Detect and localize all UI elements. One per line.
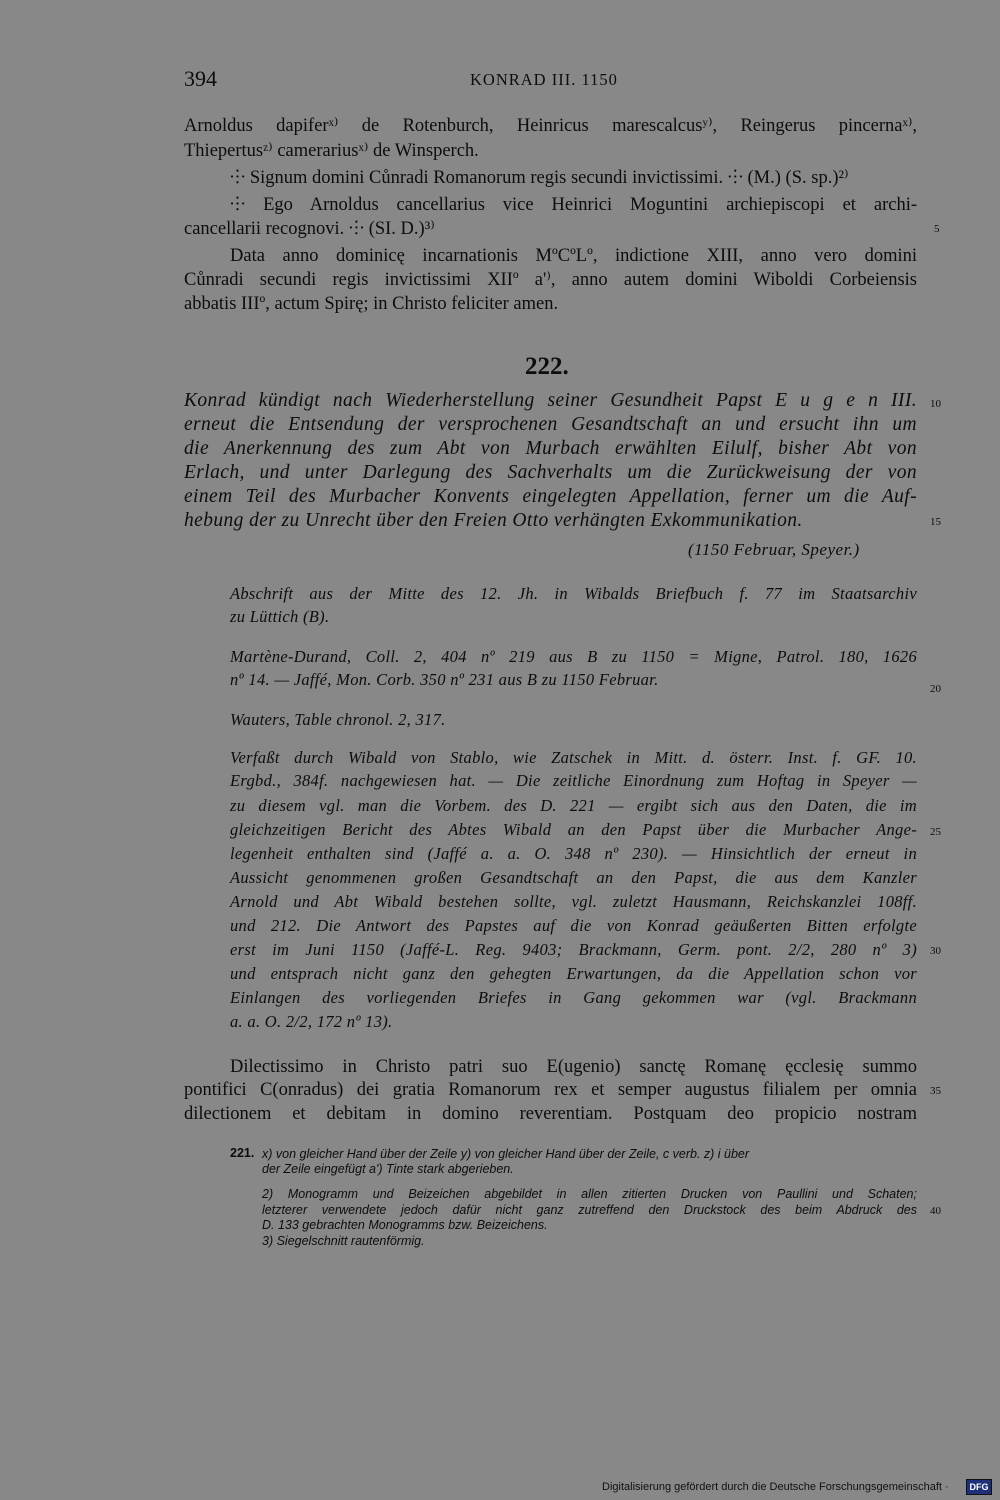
regest-line: Erlach, und unter Darlegung des Sachverhalts um die Zurückweisung der von [184, 462, 917, 483]
text-line: Arnoldus dapiferˣ⁾ de Rotenburch, Heinricus marescalcusʸ⁾, Reingerus pincernaˣ⁾, [184, 116, 917, 136]
digitization-credit: Digitalisierung gefördert durch die Deutsche Forschungsgemeinschaft · [602, 1481, 949, 1493]
commentary-line: legenheit enthalten sind (Jaffé a. a. O. 348 nº 230). — Hinsichtlich der erneut in [230, 844, 917, 863]
recognition-line: cancellarii recognovi. ⸭ (SI. D.)³⁾ [184, 219, 435, 239]
commentary-line: zu diesem vgl. man die Vorbem. des D. 221 — ergibt sich aus den Daten, die im [230, 796, 917, 815]
page-number: 394 [184, 66, 217, 91]
edition-line: Martène-Durand, Coll. 2, 404 nº 219 aus B zu 1150 = Migne, Patrol. 180, 1626 [230, 647, 917, 666]
dating-line: Cůnradi secundi regis invictissimi XIIº a'⁾, anno autem domini Wiboldi Corbeiensis [184, 270, 917, 290]
line-number: 35 [930, 1085, 941, 1097]
commentary-line: a. a. O. 2/2, 172 nº 13). [230, 1012, 393, 1031]
regest-line: die Anerkennung des zum Abt von Murbach erwählten Eilulf, bisher Abt von [184, 438, 917, 459]
line-number: 25 [930, 826, 941, 838]
document-number: 222. [525, 353, 569, 380]
footnote-doc-ref: 221. [230, 1146, 255, 1160]
regest-line: einem Teil des Murbacher Konvents eingelegten Appellation, ferner um die Auf- [184, 486, 917, 507]
line-number: 5 [934, 223, 940, 235]
commentary-line: Einlangen des vorliegenden Briefes in Gang gekommen war (vgl. Brackmann [230, 988, 917, 1007]
commentary-line: erst im Juni 1150 (Jaffé-L. Reg. 9403; Brackmann, Germ. pont. 2/2, 280 nº 3) [230, 940, 917, 959]
line-number: 20 [930, 683, 941, 695]
line-number: 10 [930, 398, 941, 410]
footnote-line: letzterer verwendete jedoch dafür nicht ganz zutreffend den Druckstock des beim Abdruck des [262, 1203, 917, 1217]
commentary-line: Verfaßt durch Wibald von Stablo, wie Zatschek in Mitt. d. österr. Inst. f. GF. 10. [230, 748, 917, 767]
line-number: 30 [930, 945, 941, 957]
commentary-line: gleichzeitigen Bericht des Abtes Wibald an den Papst über die Murbacher Ange- [230, 820, 917, 839]
commentary-line: und entsprach nicht ganz den gehegten Erwartungen, da die Appellation schon vor [230, 964, 917, 983]
commentary-line: Ergbd., 384f. nachgewiesen hat. — Die zeitliche Einordnung zum Hoftag in Speyer — [230, 771, 917, 790]
running-title: KONRAD III. 1150 [470, 70, 618, 89]
regest-line: Konrad kündigt nach Wiederherstellung seiner Gesundheit Papst E u g e n III. [184, 390, 917, 411]
signum-line: ⸭ Signum domini Cůnradi Romanorum regis secundi invictissimi. ⸭ (M.) (S. sp.)²⁾ [230, 168, 849, 188]
regest-line: erneut die Entsendung der versprochenen Gesandtschaft an und ersucht ihn um [184, 414, 917, 435]
tradition-line: Abschrift aus der Mitte des 12. Jh. in Wibalds Briefbuch f. 77 im Staatsarchiv [230, 584, 917, 603]
commentary-line: und 212. Die Antwort des Papstes auf die von Konrad geäußerten Bitten erfolgte [230, 916, 917, 935]
footnote-line: der Zeile eingefügt a') Tinte stark abgerieben. [262, 1162, 514, 1176]
text-line: dilectionem et debitam in domino reverentiam. Postquam deo propicio nostram [184, 1104, 917, 1124]
footnote-line: D. 133 gebrachten Monogramms bzw. Beizeichens. [262, 1218, 548, 1232]
commentary-line: Aussicht genommenen großen Gesandtschaft an den Papst, die aus dem Kanzler [230, 868, 917, 887]
regesta-reference: Wauters, Table chronol. 2, 317. [230, 710, 446, 729]
line-number: 40 [930, 1205, 941, 1217]
edition-line: nº 14. — Jaffé, Mon. Corb. 350 nº 231 aus B zu 1150 Februar. [230, 670, 659, 689]
dating-line: Data anno dominicę incarnationis MºCºLº, indictione XIII, anno vero domini [230, 246, 917, 266]
text-line: Dilectissimo in Christo patri suo E(ugenio) sanctę Romanę ęcclesię summo [230, 1057, 917, 1077]
footnote-line: 2) Monogramm und Beizeichen abgebildet in allen zitierten Drucken von Paullini und Schaten; [262, 1187, 917, 1201]
regest-line: hebung der zu Unrecht über den Freien Otto verhängten Exkommunikation. [184, 510, 803, 531]
footnote-line: x) von gleicher Hand über der Zeile y) von gleicher Hand über der Zeile, c verb. z) i über [262, 1147, 750, 1161]
dfg-logo: DFG [966, 1479, 992, 1495]
tradition-line: zu Lüttich (B). [230, 607, 330, 626]
text-line: Thiepertusᶻ⁾ camerariusˣ⁾ de Winsperch. [184, 141, 479, 161]
commentary-line: Arnold und Abt Wibald bestehen sollte, vgl. zuletzt Hausmann, Reichskanzlei 108ff. [230, 892, 917, 911]
recognition-line: ⸭ Ego Arnoldus cancellarius vice Heinrici Moguntini archiepiscopi et archi- [230, 195, 917, 215]
text-line: pontifici C(onradus) dei gratia Romanorum rex et semper augustus filialem per omnia [184, 1080, 917, 1100]
line-number: 15 [930, 516, 941, 528]
footnote-line: 3) Siegelschnitt rautenförmig. [262, 1234, 425, 1248]
date-place: (1150 Februar, Speyer.) [688, 540, 860, 559]
dating-line: abbatis IIIº, actum Spirę; in Christo feliciter amen. [184, 294, 559, 314]
